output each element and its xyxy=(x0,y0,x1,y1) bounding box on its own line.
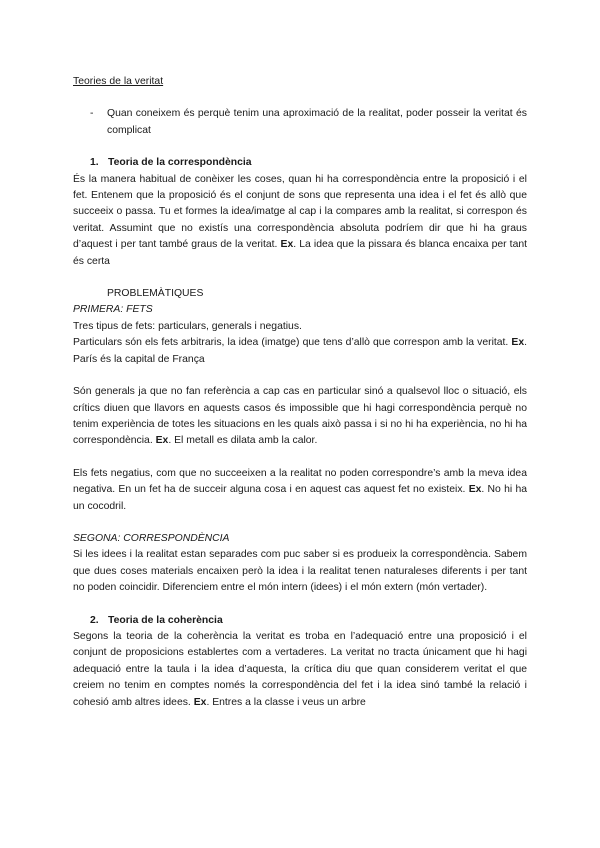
example-text: . París és la capital de França xyxy=(73,337,527,365)
example-text: . El metall es dilata amb la calor. xyxy=(168,435,318,447)
primera-subheading: PRIMERA: FETS xyxy=(73,304,153,316)
generals-text: Són generals ja que no fan referència a cap cas en particular sinó a qualsevol lloc o situació, els crítics diuen que llavors en aquests casos és impossible que hi hagi correspondència perquè no tenim experiència de totes les situacions en les quals això passa i si no hi ha experiència, no hi ha correspondència. xyxy=(73,386,527,447)
section-1-title: Teoria de la correspondència xyxy=(108,157,252,169)
example-label: Ex xyxy=(468,484,482,496)
section-2-title: Teoria de la coherència xyxy=(108,614,223,626)
segona-subheading: SEGONA: CORRESPONDÈNCIA xyxy=(73,532,230,544)
negatius-text: Els fets negatius, com que no succeeixen a la realitat no poden correspondre’s amb la meva idea negativa. En un fet ha de succeir alguna cosa i en aquest cas aquest fet no existeix. xyxy=(73,467,527,496)
example-label: Ex xyxy=(155,435,169,447)
particulars-paragraph xyxy=(73,335,527,368)
example-label: Ex xyxy=(193,696,207,708)
bullet-dash: - xyxy=(90,108,94,120)
example-text: . No hi ha un cocodril. xyxy=(73,484,528,512)
document-page xyxy=(73,74,527,711)
problematiques-heading: PROBLEMÀTIQUES xyxy=(107,288,204,300)
intro-bullet xyxy=(73,106,527,139)
generals-paragraph xyxy=(73,384,527,450)
tres-tipus-line: Tres tipus de fets: particulars, generals i negatius. xyxy=(73,320,302,332)
section-1-paragraph xyxy=(73,172,527,270)
section-1-number: 1. xyxy=(90,157,99,169)
example-label: Ex xyxy=(280,239,294,251)
section-1-text: És la manera habitual de conèixer les coses, quan hi ha correspondència entre la proposició i el fet. Entenem que la proposició és el conjunt de sons que representa una idea i el fet és allò que succeeix o passa. Tu et formes la idea/imatge al cap i la compares amb la realitat, si correspon és veritat. Assumint que no existís una correspondència absoluta podríem dir que hi ha graus d’aquest i per tant també graus de la veritat. xyxy=(73,173,527,251)
section-2-number: 2. xyxy=(90,614,99,626)
negatius-paragraph xyxy=(73,466,527,515)
section-2-heading xyxy=(73,613,527,629)
section-2-text: Segons la teoria de la coherència la veritat es troba en l’adequació entre una proposició i el conjunt de proposicions establertes com a vertaderes. La veritat no tracta únicament que hi hagi adequació entre la taula i la idea d’aquesta, la crítica diu que quan considerem veritat el que creiem no tenim en comptes només la correspondència del fet i la idea sinó també la relació i cohesió amb altres idees. xyxy=(73,630,527,708)
intro-bullet-text: Quan coneixem és perquè tenim una aproximació de la realitat, poder posseir la veritat és complicat xyxy=(107,108,527,136)
example-text: . Entres a la classe i veus un arbre xyxy=(206,696,366,708)
section-2-paragraph xyxy=(73,629,527,711)
section-1-heading xyxy=(73,155,527,171)
document-title: Teories de la veritat xyxy=(73,76,164,87)
segona-paragraph: Si les idees i la realitat estan separades com puc saber si es produeix la correspondència. Sabem que dues coses materials encaixen però la idea i la realitat tenen naturaleses diferents i per tant no poden coincidir. Diferenciem entre el món intern (idees) i el món extern (món vertader). xyxy=(73,549,527,594)
example-text: . La idea que la pissara és blanca encaixa per tant és certa xyxy=(73,239,528,267)
example-label: Ex xyxy=(511,337,525,349)
particulars-text: Particulars són els fets arbitraris, la idea (imatge) que tens d’allò que correspon amb la veritat. xyxy=(73,337,509,349)
